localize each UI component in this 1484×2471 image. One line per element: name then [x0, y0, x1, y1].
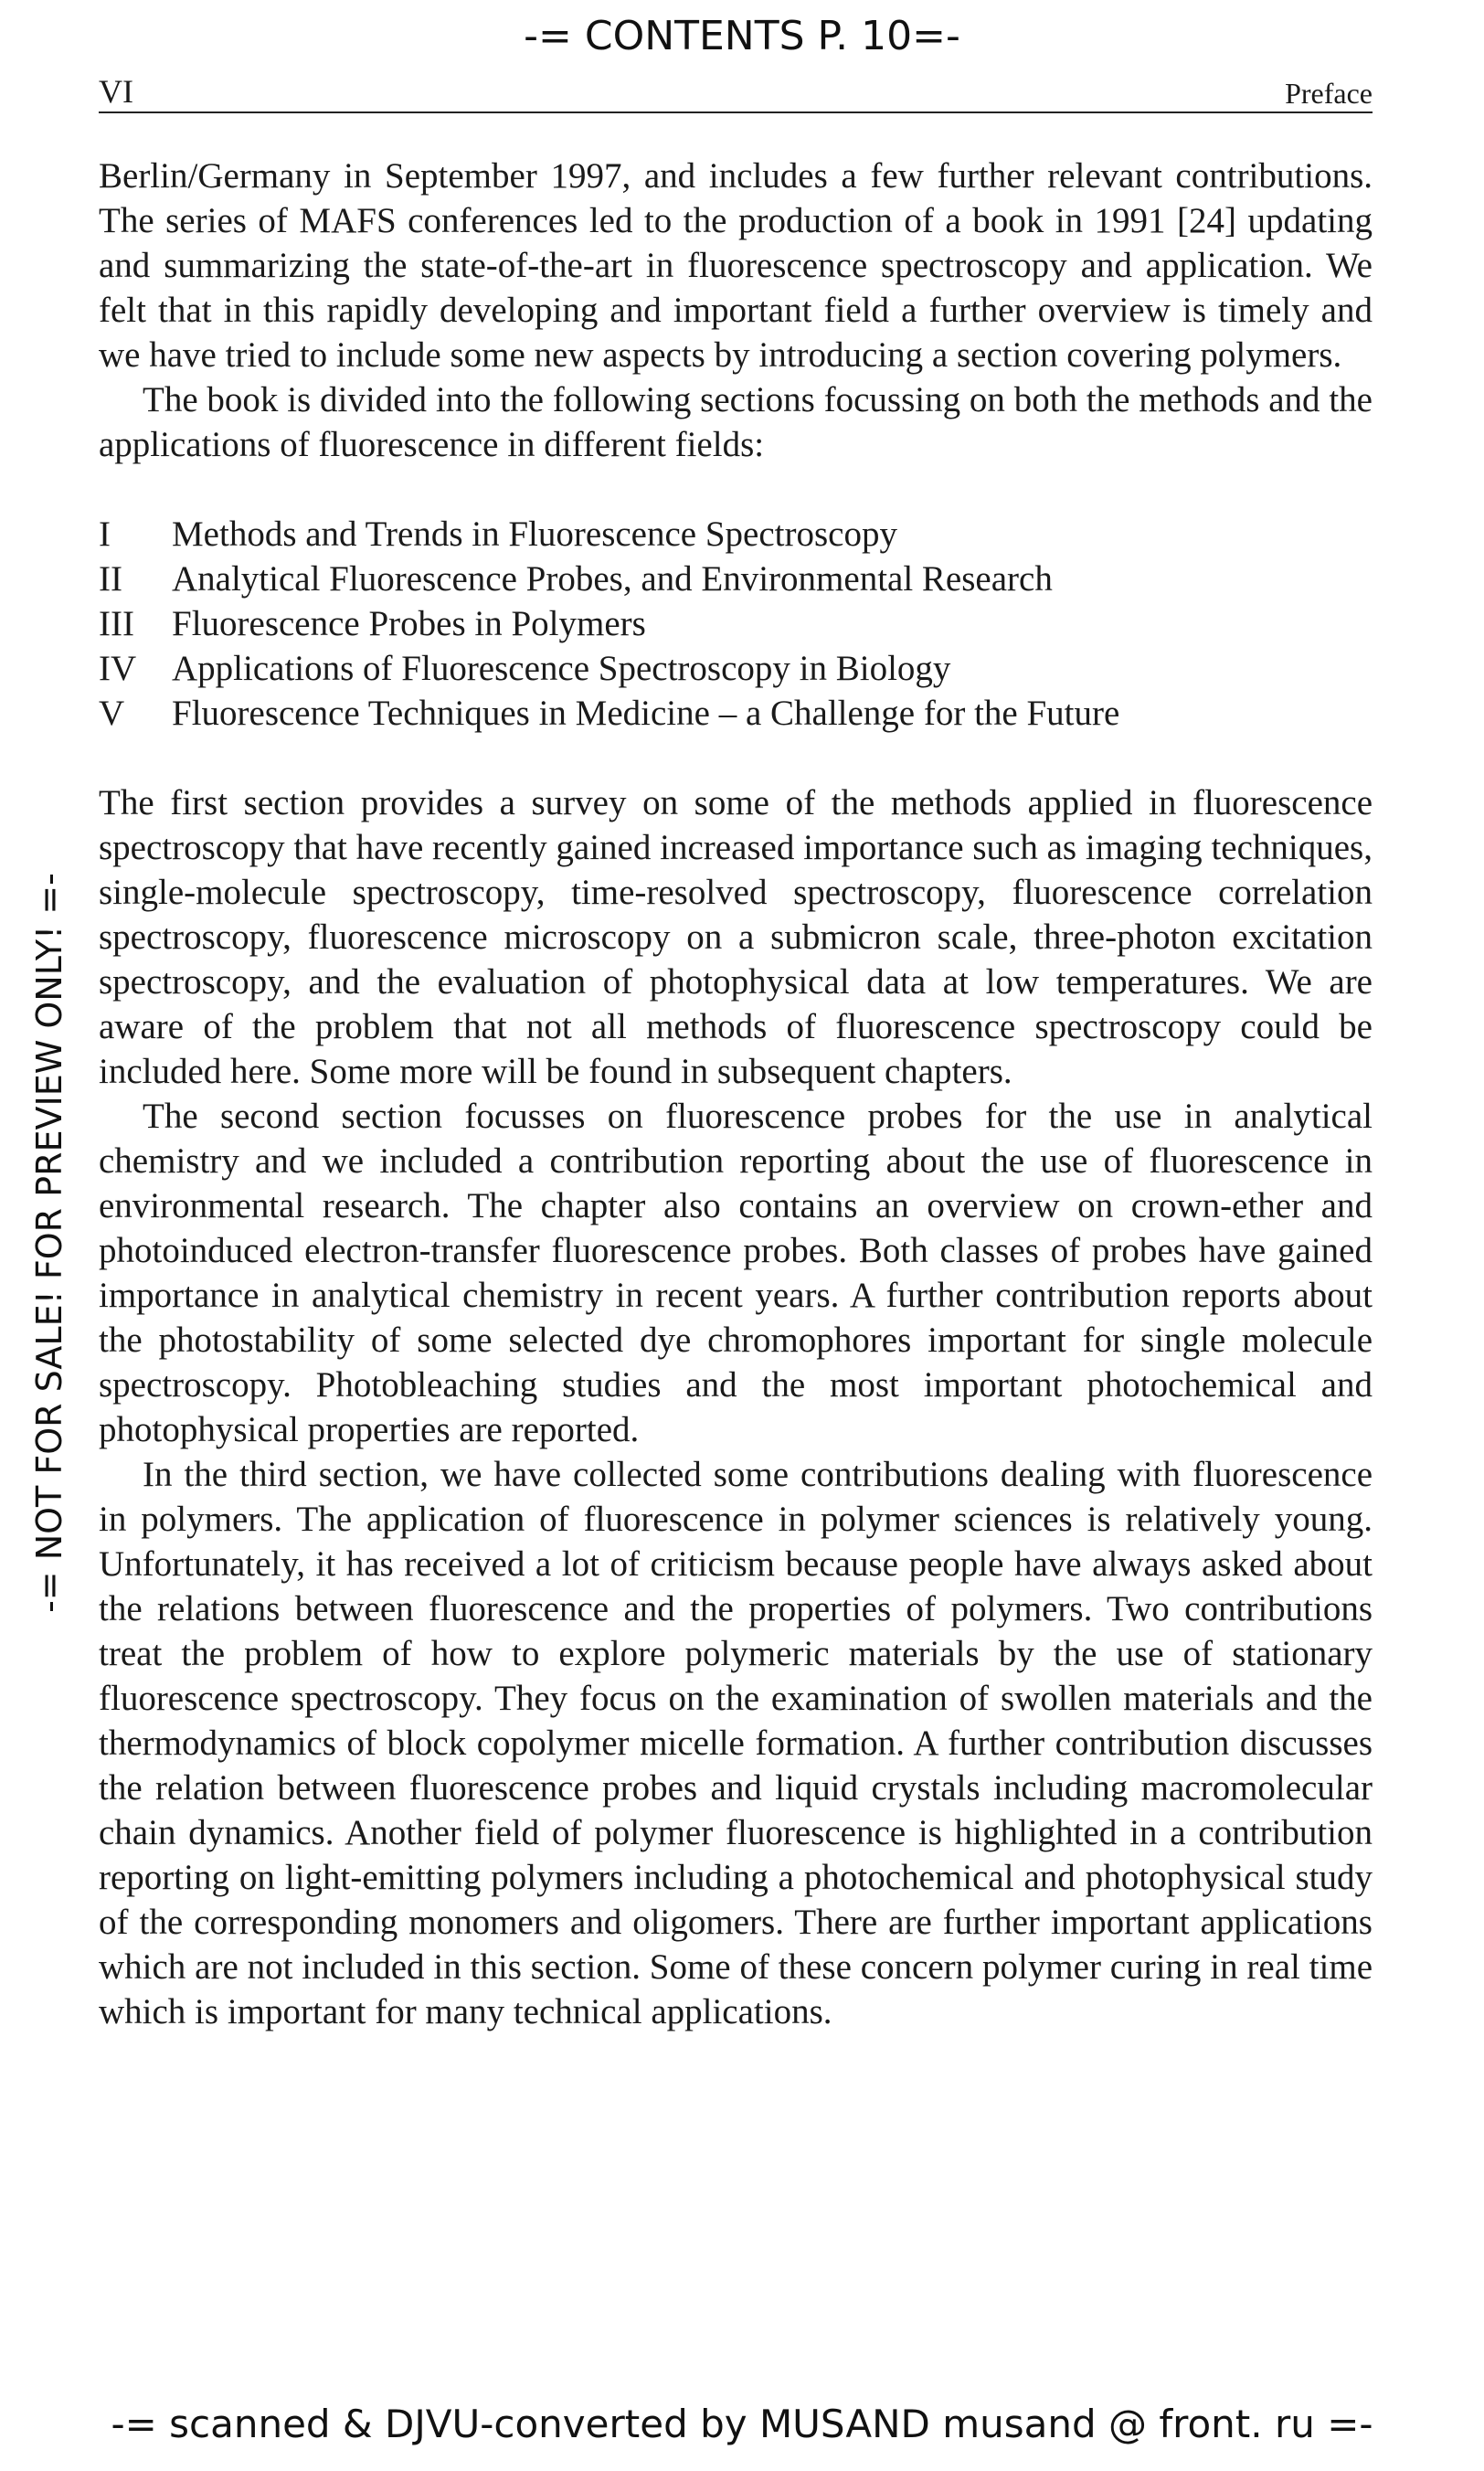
section-number: I — [99, 514, 111, 554]
section-title: Fluorescence Probes in Polymers — [172, 604, 646, 643]
top-watermark-banner: -= CONTENTS P. 10=- — [524, 13, 960, 59]
section-title: Analytical Fluorescence Probes, and Environmental Research — [172, 559, 1053, 599]
section-number: III — [99, 604, 134, 643]
section-list-item — [99, 512, 1373, 557]
book-sections-list — [99, 512, 1373, 736]
paragraph: In the third section, we have collected some contributions dealing with fluorescence in polymers. The application of fluorescence in polymer sciences is relatively young. Unfortunately, it has received a lot of criticism because people have always asked about the relations between fluorescence and the properties of polymers. Two contributions treat the problem of how to explore polymeric materials by the use of stationary fluorescence spectroscopy. They focus on the examination of swollen materials and the thermodynamics of block copolymer micelle formation. A further contribution discusses the relation between fluorescence probes and liquid crystals including macromolecular chain dynamics. Another field of polymer fluorescence is highlighted in a contribution reporting on light-emitting polymers including a photochemical and photophysical study of the corresponding monomers and oligomers. There are further important applications which are not included in this section. Some of these concern polymer curing in real time which is important for many technical applications. — [99, 1455, 1373, 2031]
section-number: V — [99, 694, 125, 733]
section-title: Fluorescence Techniques in Medicine – a Challenge for the Future — [172, 694, 1120, 733]
section-title: Methods and Trends in Fluorescence Spectroscopy — [172, 514, 897, 554]
paragraph: The book is divided into the following sections focussing on both the methods and the applications of fluorescence in different fields: — [99, 380, 1373, 464]
section-number: IV — [99, 649, 137, 688]
paragraph: The first section provides a survey on some of the methods applied in fluorescence spectroscopy that have recently gained increased importance such as imaging techniques, single-molecule spectroscopy, time-resolved spectroscopy, fluorescence correlation spectroscopy, fluorescence microscopy on a submicron scale, three-photon excitation spectroscopy, and the evaluation of photophysical data at low temperatures. We are aware of the problem that not all methods of fluorescence spectroscopy could be included here. Some more will be found in subsequent chapters. — [99, 783, 1373, 1091]
bottom-watermark-banner: -= scanned & DJVU-converted by MUSAND musand @ front. ru =- — [111, 2402, 1373, 2446]
paragraph: The second section focusses on fluorescence probes for the use in analytical chemistry and we included a contribution reporting about the use of fluorescence in environmental research. The chapter also contains an overview on crown-ether and photoinduced electron-transfer fluorescence probes. Both classes of probes have gained importance in analytical chemistry in recent years. A further contribution reports about the photostability of some selected dye chromophores important for single molecule spectroscopy. Photobleaching studies and the most important photochemical and photophysical properties are reported. — [99, 1097, 1373, 1449]
page-body — [99, 154, 1373, 2034]
section-list-item — [99, 646, 1373, 691]
side-watermark-banner: -= NOT FOR SALE! FOR PREVIEW ONLY! =- — [29, 873, 69, 1613]
section-title: Applications of Fluorescence Spectroscopy in Biology — [172, 649, 951, 688]
paragraph: Berlin/Germany in September 1997, and includes a few further relevant contributions. The series of MAFS conferences led to the production of a book in 1991 [24] updating and summarizing the state-of-the-art in fluorescence spectroscopy and application. We felt that in this rapidly developing and important field a further overview is timely and we have tried to include some new aspects by introducing a section covering polymers. — [99, 156, 1373, 375]
page-number: VI — [99, 73, 133, 110]
section-list-item — [99, 601, 1373, 646]
section-list-item — [99, 557, 1373, 601]
running-section-title: Preface — [1285, 77, 1373, 110]
section-number: II — [99, 559, 122, 599]
running-header — [99, 71, 1373, 113]
section-list-item — [99, 691, 1373, 736]
